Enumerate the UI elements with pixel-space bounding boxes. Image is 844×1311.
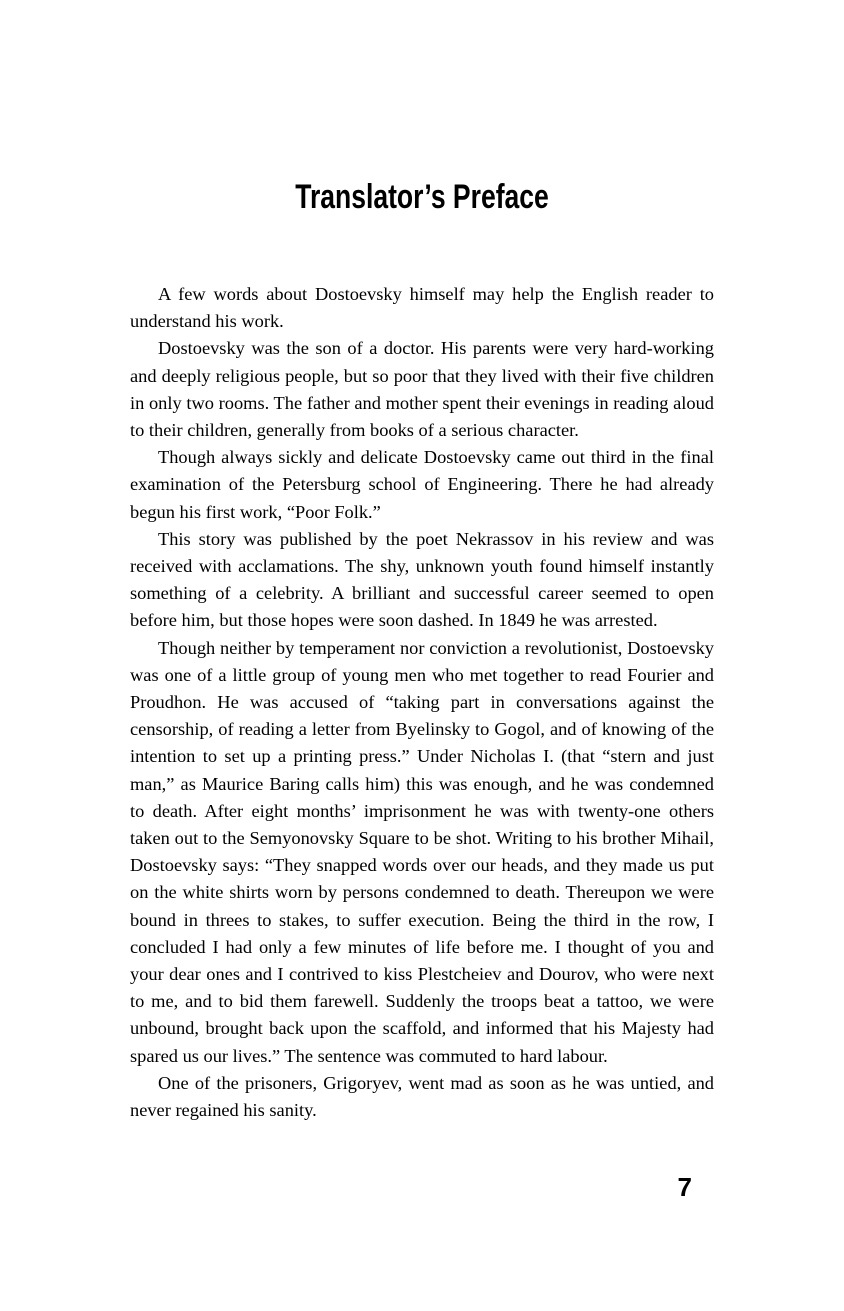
paragraph: One of the prisoners, Grigoryev, went mad as soon as he was untied, and never regained his sanity. — [130, 1072, 714, 1121]
paragraph: This story was published by the poet Nekrassov in his review and was received with acclamations. The shy, unknown youth found himself instantly something of a celebrity. A brilliant and successful career seemed to open before him, but those hopes were soon dashed. In 1849 he was arrested. — [130, 528, 714, 631]
page-number: 7 — [677, 1172, 692, 1202]
preface-body — [130, 281, 714, 1124]
paragraph: Though neither by temperament nor conviction a revolutionist, Dostoevsky was one of a little group of young men who met together to read Fourier and Proudhon. He was accused of “taking part in conversations against the censorship, of reading a letter from Byelinsky to Gogol, and of knowing of the intention to set up a printing press.” Under Nicholas I. (that “stern and just man,” as Maurice Baring calls him) this was enough, and he was condemned to death. After eight months’ imprisonment he was with twenty-one others taken out to the Semyonovsky Square to be shot. Writing to his brother Mihail, Dostoevsky says: “They snapped words over our heads, and they made us put on the white shirts worn by persons condemned to death. Thereupon we were bound in threes to stakes, to suffer execution. Being the third in the row, I concluded I had only a few minutes of life before me. I thought of you and your dear ones and I contrived to kiss Plestcheiev and Dourov, who were next to me, and to bid them farewell. Suddenly the troops beat a tattoo, we were unbound, brought back upon the scaffold, and informed that his Majesty had spared us our lives.” The sentence was commuted to hard labour. — [130, 637, 714, 1066]
paragraph: A few words about Dostoevsky himself may help the English reader to understand his work. — [130, 284, 714, 332]
paragraph: Though always sickly and delicate Dostoevsky came out third in the final examination of the Petersburg school of Engineering. There he had already begun his first work, “Poor Folk.” — [130, 447, 714, 522]
paragraph: Dostoevsky was the son of a doctor. His parents were very hard-working and deeply religious people, but so poor that they lived with their five children in only two rooms. The father and mother spent their evenings in reading aloud to their children, generally from books of a serious character. — [130, 338, 714, 441]
page-title: Translator’s Preface — [295, 177, 549, 216]
